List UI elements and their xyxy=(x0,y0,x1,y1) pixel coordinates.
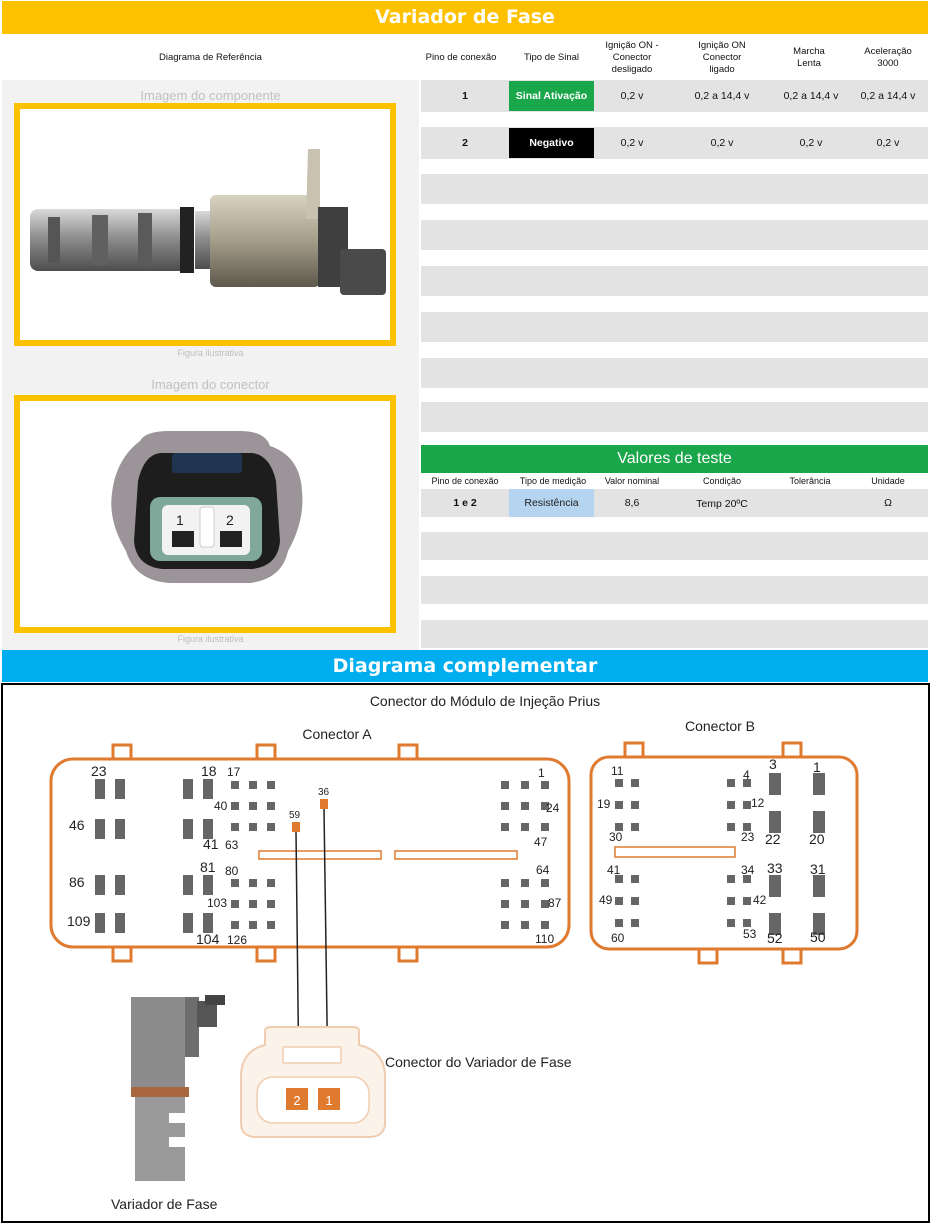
pin-2-ign-on: 0,2 v xyxy=(710,137,734,149)
variator-part-drawing xyxy=(131,995,225,1181)
pin-label: 80 xyxy=(225,864,239,878)
test-row-band xyxy=(421,620,928,648)
pin-block xyxy=(267,879,275,887)
pin-block xyxy=(769,875,781,897)
pin-label: 46 xyxy=(69,817,85,833)
pin-block xyxy=(769,811,781,833)
pin-block xyxy=(727,897,735,905)
test-row-condition: Temp 20ºC xyxy=(696,498,748,510)
pin-block xyxy=(231,900,239,908)
pin-2-accel: 0,2 v xyxy=(876,137,900,149)
pin-label: 22 xyxy=(765,831,781,847)
pin-2-number: 2 xyxy=(462,137,468,149)
pin-block xyxy=(727,801,735,809)
pin-block xyxy=(727,919,735,927)
pin-block xyxy=(541,781,549,789)
pin-label: 59 xyxy=(289,810,301,821)
wiring-diagram xyxy=(1,683,930,1223)
pin-label: 50 xyxy=(810,929,826,945)
pin-2-idle: 0,2 v xyxy=(799,137,823,149)
pin-block xyxy=(521,900,529,908)
test-row-band xyxy=(421,532,928,560)
test-header-pin: Pino de conexão xyxy=(431,476,499,486)
pin-block xyxy=(267,900,275,908)
pin-block xyxy=(95,779,105,799)
pin-label: 19 xyxy=(597,797,611,811)
pin-block xyxy=(631,919,639,927)
pin-block xyxy=(521,879,529,887)
pin-block xyxy=(231,879,239,887)
connector-photo-pin-1: 1 xyxy=(176,512,184,528)
table-row-band xyxy=(421,220,928,250)
pin-label: 11 xyxy=(611,764,624,778)
pin-block xyxy=(813,811,825,833)
pin-label: 31 xyxy=(810,861,826,877)
pin-block xyxy=(183,913,193,933)
pin-block xyxy=(203,779,213,799)
pin-label: 52 xyxy=(767,930,783,946)
pin-label: 30 xyxy=(609,830,623,844)
pin-label: 49 xyxy=(599,893,613,907)
connector-photo-pin-2: 2 xyxy=(226,512,234,528)
test-header-tolerance: Tolerância xyxy=(789,476,831,486)
pin-block xyxy=(631,801,639,809)
pin-block xyxy=(521,823,529,831)
pin-label: 126 xyxy=(227,933,248,947)
variator-pin-1: 1 xyxy=(325,1093,333,1108)
diagram-title: Conector do Módulo de Injeção Prius xyxy=(369,693,601,709)
pin-block xyxy=(183,875,193,895)
pin-block xyxy=(231,921,239,929)
pin-label: 109 xyxy=(67,913,91,929)
pin-label: 4 xyxy=(743,768,750,782)
table-row-band xyxy=(421,266,928,296)
pin-block xyxy=(631,875,639,883)
pin-block xyxy=(501,921,509,929)
variator-connector-label: Conector do Variador de Fase xyxy=(385,1054,572,1070)
connector-image-frame xyxy=(14,395,396,633)
pin-block xyxy=(501,879,509,887)
pin-label: 18 xyxy=(201,763,217,779)
pin-block xyxy=(743,897,751,905)
pin-block xyxy=(541,823,549,831)
pin-label: 81 xyxy=(200,859,216,875)
pin-2-ign-off: 0,2 v xyxy=(620,137,644,149)
pin-36-marker xyxy=(320,799,328,809)
pin-block xyxy=(501,781,509,789)
pin-label: 1 xyxy=(813,759,821,775)
pin-label: 104 xyxy=(196,931,220,947)
pin-block xyxy=(541,921,549,929)
pin-block xyxy=(813,773,825,795)
pin-label: 23 xyxy=(91,763,107,779)
pin-block xyxy=(501,823,509,831)
test-values-title: Valores de teste xyxy=(421,445,928,473)
test-header-nominal: Valor nominal xyxy=(604,476,660,486)
variator-pin-2: 2 xyxy=(293,1093,301,1108)
pin-label: 42 xyxy=(753,893,767,907)
pin-block xyxy=(249,879,257,887)
pin-label: 64 xyxy=(536,863,550,877)
connector-caption: Imagem do conector xyxy=(151,377,270,392)
pin-block xyxy=(249,802,257,810)
pin-block xyxy=(95,875,105,895)
pin-block xyxy=(203,913,213,933)
pin-label: 40 xyxy=(214,799,228,813)
pin-block xyxy=(631,823,639,831)
header-pin: Pino de conexão xyxy=(425,52,497,63)
pin-block xyxy=(727,823,735,831)
pin-block xyxy=(743,801,751,809)
pin-block xyxy=(183,819,193,839)
pin-block xyxy=(727,875,735,883)
figure-caption-2: Figura ilustrativa xyxy=(177,634,244,644)
pin-block xyxy=(95,913,105,933)
component-image-frame xyxy=(14,103,396,346)
pin-block xyxy=(231,781,239,789)
page-title: Variador de Fase xyxy=(2,1,928,34)
test-header-unit: Unidade xyxy=(871,476,905,486)
header-signal: Tipo de Sinal xyxy=(523,52,580,63)
header-idle: Marcha Lenta xyxy=(793,46,825,69)
connector-illustration xyxy=(20,401,390,627)
test-row-band xyxy=(421,576,928,604)
pin-label: 12 xyxy=(751,796,765,810)
pin-block xyxy=(183,779,193,799)
pin-block xyxy=(521,781,529,789)
table-row-band xyxy=(421,312,928,342)
figure-caption-1: Figura ilustrativa xyxy=(177,348,244,358)
pin-block xyxy=(267,823,275,831)
pin-label: 36 xyxy=(318,787,330,798)
pin-label: 34 xyxy=(741,863,755,877)
pin-label: 33 xyxy=(767,860,783,876)
variator-label: Variador de Fase xyxy=(111,1196,218,1212)
pin-block xyxy=(501,802,509,810)
pin-block xyxy=(727,779,735,787)
connector-b-label: Conector B xyxy=(684,718,756,734)
pin-block xyxy=(267,781,275,789)
pin-block xyxy=(231,802,239,810)
header-ign-off: Ignição ON - Conector desligado xyxy=(605,40,659,75)
pin-label: 87 xyxy=(548,896,562,910)
pin-label: 63 xyxy=(225,838,239,852)
pin-block xyxy=(231,823,239,831)
pin-block xyxy=(267,802,275,810)
table-row-band xyxy=(421,402,928,432)
pin-label: 47 xyxy=(534,835,548,849)
pin-label: 103 xyxy=(207,896,228,910)
pin-label: 23 xyxy=(741,830,755,844)
pin-block xyxy=(541,879,549,887)
pin-1-number: 1 xyxy=(462,90,468,102)
test-header-type: Tipo de medição xyxy=(519,476,587,486)
pin-label: 24 xyxy=(546,801,560,815)
pin-label: 110 xyxy=(535,932,555,946)
table-row-band xyxy=(421,174,928,204)
pin-label: 17 xyxy=(227,765,241,779)
pin-block xyxy=(115,913,125,933)
pin-block xyxy=(813,875,825,897)
pin-block xyxy=(631,897,639,905)
pin-block xyxy=(615,801,623,809)
pin-label: 3 xyxy=(769,756,777,772)
pin-block xyxy=(249,900,257,908)
pin-label: 1 xyxy=(538,766,545,780)
test-row-tolerance xyxy=(776,489,844,517)
test-row-nominal: 8,6 xyxy=(624,497,640,509)
pin-1-signal: Sinal Ativação xyxy=(509,81,594,111)
pin-block xyxy=(249,823,257,831)
connector-a-label: Conector A xyxy=(302,726,372,742)
pin-block xyxy=(615,897,623,905)
variator-connector-drawing xyxy=(241,1027,385,1137)
pin-block xyxy=(115,819,125,839)
test-header-condition: Condição xyxy=(702,476,742,486)
pin-block xyxy=(631,779,639,787)
pin-block xyxy=(521,921,529,929)
pin-block xyxy=(743,919,751,927)
header-ign-on: Ignição ON Conector ligado xyxy=(698,40,746,75)
test-row-unit: Ω xyxy=(884,497,892,509)
pin-block xyxy=(769,773,781,795)
pin-1-ign-on: 0,2 a 14,4 v xyxy=(694,90,750,102)
pin-label: 20 xyxy=(809,831,825,847)
pin-label: 60 xyxy=(611,931,625,945)
pin-block xyxy=(249,781,257,789)
pin-block xyxy=(95,819,105,839)
connector-a xyxy=(51,745,569,961)
connector-b-pin-blocks xyxy=(615,773,825,935)
header-accel: Aceleração 3000 xyxy=(864,46,912,69)
pin-block xyxy=(115,875,125,895)
pin-block xyxy=(615,919,623,927)
complementary-title: Diagrama complementar xyxy=(2,650,928,682)
test-row-pin: 1 e 2 xyxy=(453,497,477,509)
pin-block xyxy=(501,900,509,908)
pin-block xyxy=(615,779,623,787)
pin-1-ign-off: 0,2 v xyxy=(620,90,644,102)
pin-59-marker xyxy=(292,822,300,832)
table-row-band xyxy=(421,358,928,388)
pin-block xyxy=(249,921,257,929)
pin-label: 41 xyxy=(607,863,621,877)
pin-label: 53 xyxy=(743,927,757,941)
test-row-type: Resistência xyxy=(509,489,594,517)
pin-1-idle: 0,2 a 14,4 v xyxy=(783,90,839,102)
solenoid-valve-illustration xyxy=(20,109,390,340)
pin-2-signal: Negativo xyxy=(509,128,594,158)
pin-block xyxy=(115,779,125,799)
header-reference: Diagrama de Referência xyxy=(159,52,262,63)
pin-label: 86 xyxy=(69,874,85,890)
component-caption: Imagem do componente xyxy=(140,88,281,103)
pin-label: 41 xyxy=(203,836,219,852)
pin-block xyxy=(267,921,275,929)
pin-block xyxy=(203,875,213,895)
pin-block xyxy=(521,802,529,810)
pin-1-accel: 0,2 a 14,4 v xyxy=(860,90,916,102)
